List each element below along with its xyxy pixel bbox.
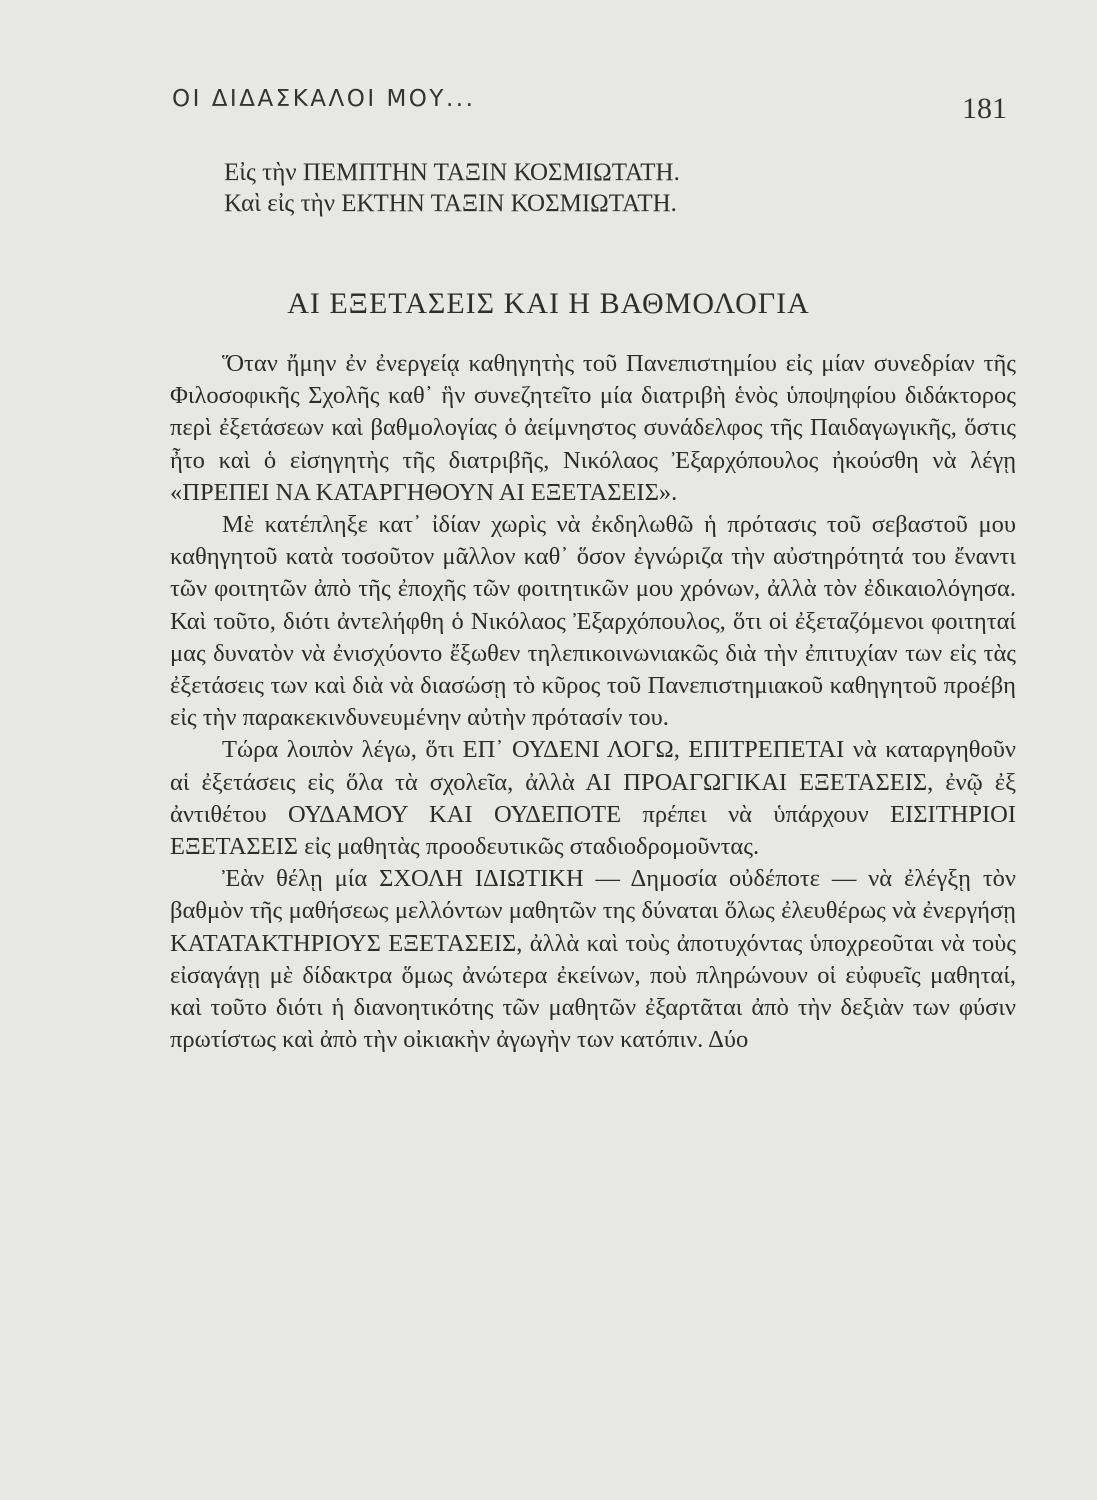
paragraph-4: Ἐὰν θέλῃ μία ΣΧΟΛΗ ΙΔΙΩΤΙΚΗ — Δημοσία οὐδέποτε — νὰ ἐλέγξῃ τὸν βαθμὸν τῆς μαθήσεως μελλόντων μαθητῶν της δύναται ὅλως ἐλευθέρως νὰ ἐνεργήσῃ ΚΑΤΑΤΑΚΤΗΡΙΟΥΣ ΕΞΕΤΑΣΕΙΣ, ἀλλὰ καὶ τοὺς ἀποτυχόντας ὑποχρεοῦται νὰ τοὺς εἰσαγάγῃ μὲ δίδακτρα ὅμως ἀνώτερα ἐκείνων, ποὺ πληρώνουν οἱ εὐφυεῖς μαθηταί, καὶ τοῦτο διότι ἡ διανοητικότης τῶν μαθητῶν ἐξαρτᾶται ἀπὸ τὴν δεξιὰν των φύσιν πρωτίστως καὶ ἀπὸ τὴν οἰκιακὴν ἀγωγὴν των κατόπιν. Δύο	[170, 865, 1016, 1054]
paragraph-1: Ὅταν ἤμην ἐν ἐνεργείᾳ καθηγητὴς τοῦ Πανεπιστημίου εἰς μίαν συνεδρίαν τῆς Φιλοσοφικῆς Σχολῆς καθ᾽ ἣν συνεζητεῖτο μία διατριβὴ ἑνὸς ὑποψηφίου διδάκτορος περὶ ἐξετάσεων καὶ βαθμολογίας ὁ ἀείμνηστος συνάδελφος τῆς Παιδαγωγικῆς, ὅστις ἦτο καὶ ὁ εἰσηγητὴς τῆς διατριβῆς, Νικόλαος Ἐξαρχόπουλος ἠκούσθη νὰ λέγῃ «ΠΡΕΠΕΙ ΝΑ ΚΑΤΑΡΓΗΘΟΥΝ ΑΙ ΕΞΕΤΑΣΕΙΣ».	[170, 350, 1016, 506]
lead-line-sixth-class: Καὶ εἰς τὴν ΕΚΤΗΝ ΤΑΞΙΝ ΚΟΣΜΙΩΤΑΤΗ.	[224, 190, 677, 217]
paragraph-2: Μὲ κατέπληξε κατ᾽ ἰδίαν χωρὶς νὰ ἐκδηλωθῶ ἡ πρότασις τοῦ σεβαστοῦ μου καθηγητοῦ κατὰ τοσοῦτον μᾶλλον καθ᾽ ὅσον ἐγνώριζα τὴν αὐστηρότητά του ἔναντι τῶν φοιτητῶν ἀπὸ τῆς ἐποχῆς τῶν φοιτητικῶν μου χρόνων, ἀλλὰ τὸν ἐδικαιολόγησα. Καὶ τοῦτο, διότι ἀντελήφθη ὁ Νικόλαος Ἐξαρχόπουλος, ὅτι οἱ ἐξεταζόμενοι φοιτηταί μας δυνατὸν νὰ ἐνισχύοντο ἔξωθεν τηλεπικοινωνιακῶς διὰ τὴν ἐπιτυχίαν των εἰς τὰς ἐξετάσεις των καὶ διὰ νὰ διασώσῃ τὸ κῦρος τοῦ Πανεπιστημιακοῦ καθηγητοῦ προέβη εἰς τὴν παρακεκινδυνευμένην αὐτὴν πρότασίν του.	[170, 511, 1016, 732]
page-number: 181	[962, 92, 1007, 125]
lead-line-fifth-class: Εἰς τὴν ΠΕΜΠΤΗΝ ΤΑΞΙΝ ΚΟΣΜΙΩΤΑΤΗ.	[224, 159, 680, 186]
section-title: ΑΙ ΕΞΕΤΑΣΕΙΣ ΚΑΙ Η ΒΑΘΜΟΛΟΓΙΑ	[287, 287, 810, 320]
lead-lines	[224, 157, 680, 219]
running-head: ΟΙ ΔΙΔΑΣΚΑΛΟΙ ΜΟΥ...	[172, 86, 476, 112]
paragraph-3: Τώρα λοιπὸν λέγω, ὅτι ΕΠ᾽ ΟΥΔΕΝΙ ΛΟΓΩ, ΕΠΙΤΡΕΠΕΤΑΙ νὰ καταργηθοῦν αἱ ἐξετάσεις εἰς ὅλα τὰ σχολεῖα, ἀλλὰ ΑΙ ΠΡΟΑΓΩΓΙΚΑΙ ΕΞΕΤΑΣΕΙΣ, ἐνῷ ἐξ ἀντιθέτου ΟΥΔΑΜΟΥ ΚΑΙ ΟΥΔΕΠΟΤΕ πρέπει νὰ ὑπάρχουν ΕΙΣΙΤΗΡΙΟΙ ΕΞΕΤΑΣΕΙΣ εἰς μαθητὰς προοδευτικῶς σταδιοδρομοῦντας.	[170, 736, 1016, 861]
body-text	[170, 348, 1016, 1056]
